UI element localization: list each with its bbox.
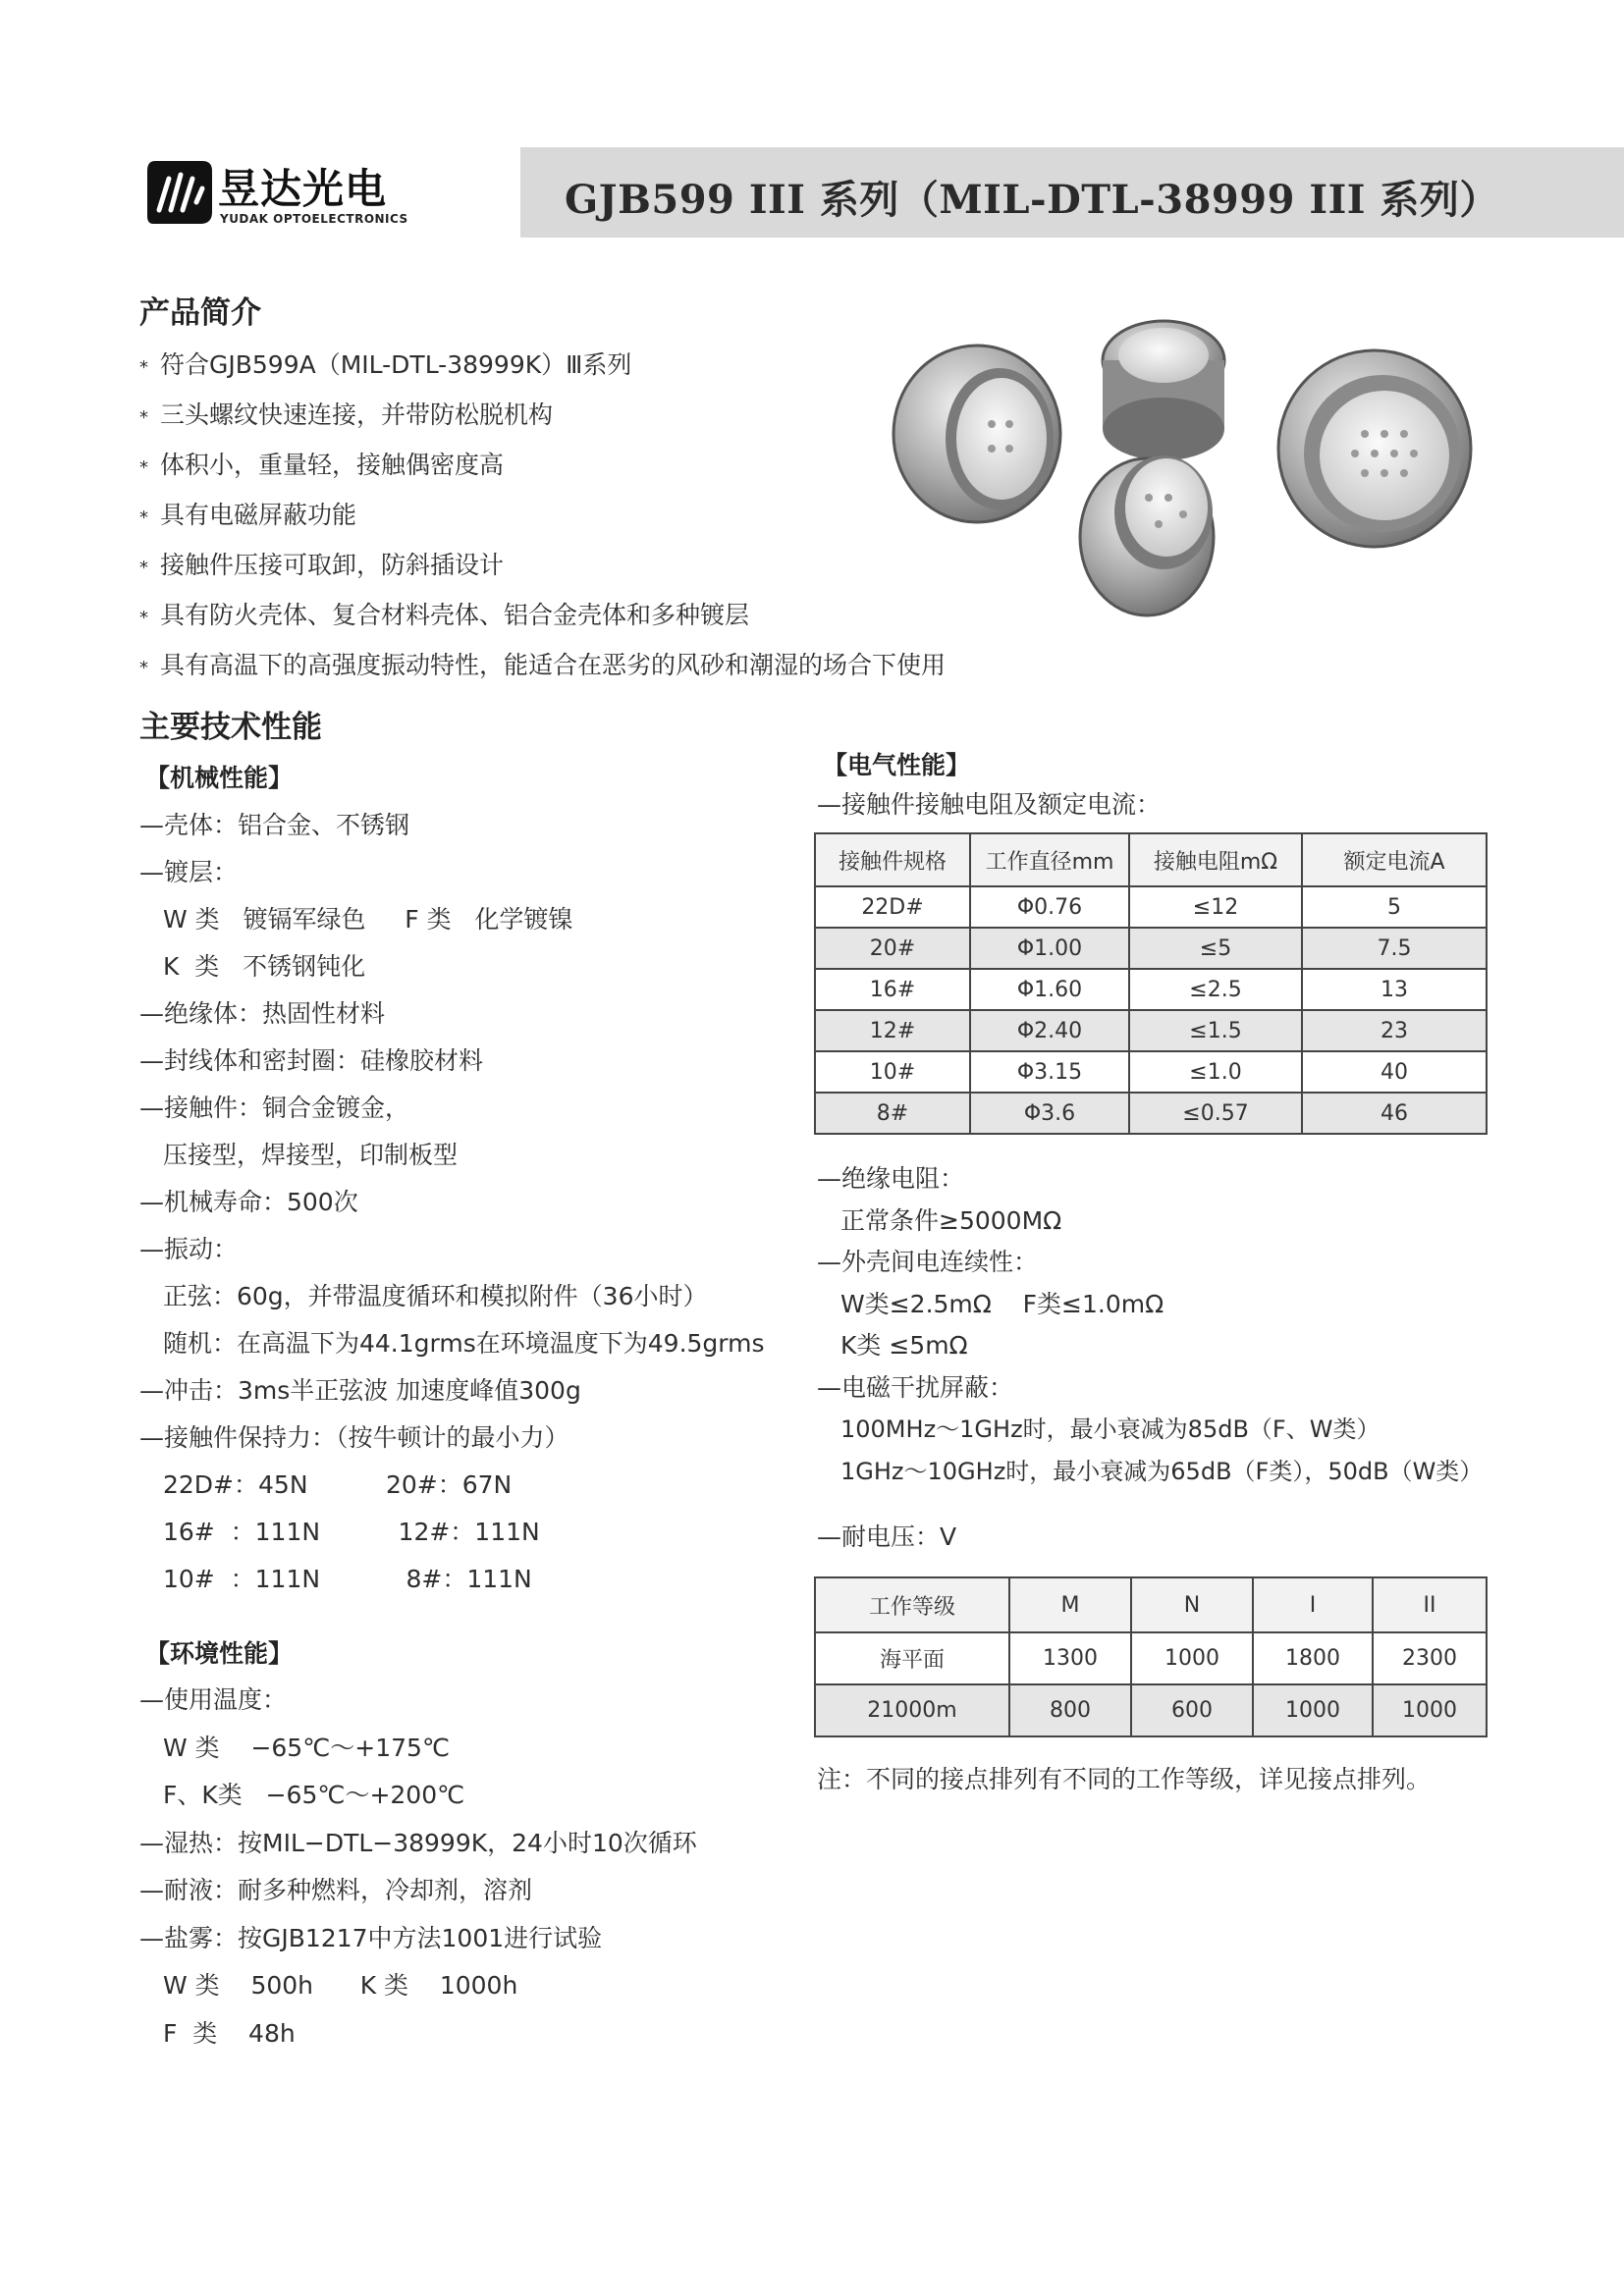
- table-row: [815, 1093, 1487, 1134]
- spec-line: F 类 48h: [163, 2018, 296, 2048]
- table-cell: 1800: [1253, 1632, 1373, 1684]
- table-cell: ≤2.5: [1129, 969, 1302, 1010]
- table-cell: 12#: [815, 1010, 970, 1051]
- spec-line: —振动：: [139, 1235, 239, 1263]
- table-cell: 8#: [815, 1093, 970, 1134]
- spec-line: F、K类 −65℃～+200℃: [163, 1781, 465, 1809]
- column-header: 额定电流A: [1302, 833, 1487, 886]
- table-cell: Φ1.60: [970, 969, 1129, 1010]
- intro-heading: 产品简介: [139, 295, 261, 331]
- spec-line: W类≤2.5mΩ F类≤1.0mΩ: [840, 1289, 1164, 1318]
- spec-line: 随机：在高温下为44.1grms在环境温度下为49.5grms: [163, 1329, 765, 1358]
- table-cell: 13: [1302, 969, 1487, 1010]
- spec-line: —盐雾：按GJB1217中方法1001进行试验: [139, 1923, 603, 1952]
- intro-bullet: * 接触件压接可取卸，防斜插设计: [139, 551, 505, 579]
- table-cell: 20#: [815, 928, 970, 969]
- tech-heading: 主要技术性能: [139, 710, 322, 745]
- spec-line: —接触件保持力：（按牛顿计的最小力）: [139, 1423, 569, 1452]
- table-cell: 1000: [1253, 1684, 1373, 1736]
- spec-line: 正弦：60g，并带温度循环和模拟附件（36小时）: [163, 1282, 708, 1310]
- electrical-heading: 【电气性能】: [823, 751, 971, 779]
- brand-name-english: YUDAK OPTOELECTRONICS: [220, 212, 408, 226]
- connector-product-image: [884, 306, 1473, 630]
- table-cell: 2300: [1373, 1632, 1487, 1684]
- spec-line: —接触件：铜合金镀金，: [139, 1094, 410, 1122]
- mechanical-heading: 【机械性能】: [145, 764, 294, 792]
- spec-line: K类 ≤5mΩ: [840, 1331, 968, 1360]
- spec-line: 压接型，焊接型，印制板型: [163, 1141, 459, 1169]
- table-header-row: [815, 1577, 1487, 1632]
- brand-name: 昱达光电: [218, 165, 388, 213]
- spec-line: K 类 不锈钢钝化: [163, 952, 366, 981]
- table-cell: 1000: [1373, 1684, 1487, 1736]
- spec-line: —机械寿命：500次: [139, 1188, 358, 1216]
- spec-line: 22D#：45N 20#：67N: [163, 1470, 513, 1499]
- table-cell: Φ0.76: [970, 886, 1129, 928]
- table-row: [815, 1010, 1487, 1051]
- table-cell: ≤0.57: [1129, 1093, 1302, 1134]
- table-cell: 23: [1302, 1010, 1487, 1051]
- intro-bullet: * 具有防火壳体、复合材料壳体、铝合金壳体和多种镀层: [139, 601, 750, 629]
- table-cell: 800: [1009, 1684, 1131, 1736]
- spec-line: —耐液：耐多种燃料，冷却剂，溶剂: [139, 1876, 533, 1904]
- table-cell: ≤5: [1129, 928, 1302, 969]
- environment-heading: 【环境性能】: [145, 1639, 294, 1668]
- table-cell: 46: [1302, 1093, 1487, 1134]
- spec-line: —壳体：铝合金、不锈钢: [139, 811, 410, 839]
- table-row: [815, 1632, 1487, 1684]
- column-header: II: [1373, 1577, 1487, 1632]
- table-cell: 21000m: [815, 1684, 1009, 1736]
- table-cell: 1300: [1009, 1632, 1131, 1684]
- table-cell: 10#: [815, 1051, 970, 1093]
- intro-bullet-list: [139, 342, 946, 692]
- footnote: 注：不同的接点排列有不同的工作等级，详见接点排列。: [817, 1765, 1432, 1793]
- spec-line: —电磁干扰屏蔽：: [817, 1372, 1014, 1402]
- column-header: 工作直径mm: [970, 833, 1129, 886]
- spec-line: 16# ：111N 12#：111N: [163, 1518, 540, 1546]
- column-header: I: [1253, 1577, 1373, 1632]
- spec-line: W 类 −65℃～+175℃: [163, 1733, 451, 1762]
- voltage-table-title: —耐电压：V: [817, 1522, 957, 1551]
- column-header: 工作等级: [815, 1577, 1009, 1632]
- intro-bullet: * 三头螺纹快速连接，并带防松脱机构: [139, 400, 554, 429]
- spec-line: W 类 镀镉军绿色 F 类 化学镀镍: [163, 905, 573, 934]
- spec-line: 100MHz～1GHz时，最小衰减为85dB（F、W类）: [840, 1415, 1380, 1443]
- table-cell: 海平面: [815, 1632, 1009, 1684]
- table-header-row: [815, 833, 1487, 886]
- table-cell: 40: [1302, 1051, 1487, 1093]
- electrical-spec-list: [817, 1158, 1483, 1492]
- spec-line: —绝缘体：热固性材料: [139, 999, 386, 1028]
- table-row: [815, 886, 1487, 928]
- table-cell: ≤1.0: [1129, 1051, 1302, 1093]
- column-header: M: [1009, 1577, 1131, 1632]
- table-cell: 1000: [1131, 1632, 1253, 1684]
- spec-line: —湿热：按MIL−DTL−38999K，24小时10次循环: [139, 1828, 697, 1857]
- table-cell: ≤1.5: [1129, 1010, 1302, 1051]
- spec-line: —封线体和密封圈：硅橡胶材料: [139, 1046, 484, 1075]
- table-row: [815, 928, 1487, 969]
- spec-line: —外壳间电连续性：: [817, 1248, 1039, 1276]
- column-header: N: [1131, 1577, 1253, 1632]
- table-cell: Φ3.15: [970, 1051, 1129, 1093]
- intro-bullet: * 体积小，重量轻，接触偶密度高: [139, 451, 505, 479]
- table-cell: 22D#: [815, 886, 970, 928]
- table-cell: 5: [1302, 886, 1487, 928]
- environment-spec-list: [139, 1677, 697, 2057]
- spec-line: 10# ：111N 8#：111N: [163, 1565, 532, 1593]
- table-row: [815, 969, 1487, 1010]
- spec-line: W 类 500h K 类 1000h: [163, 1971, 518, 2000]
- column-header: 接触电阻mΩ: [1129, 833, 1302, 886]
- spec-line: —镀层：: [139, 858, 239, 886]
- page-title: GJB599 III 系列（MIL-DTL-38999 III 系列）: [565, 177, 1499, 223]
- spec-line: 正常条件≥5000MΩ: [840, 1205, 1062, 1235]
- table-cell: Φ3.6: [970, 1093, 1129, 1134]
- table-cell: 16#: [815, 969, 970, 1010]
- contact-table-title: —接触件接触电阻及额定电流：: [817, 790, 1162, 819]
- intro-bullet: * 具有电磁屏蔽功能: [139, 501, 357, 529]
- table-row: [815, 1051, 1487, 1093]
- table-cell: ≤12: [1129, 886, 1302, 928]
- table-cell: 7.5: [1302, 928, 1487, 969]
- spec-line: 1GHz～10GHz时，最小衰减为65dB（F类），50dB（W类）: [840, 1457, 1484, 1485]
- spec-line: —绝缘电阻：: [817, 1164, 965, 1193]
- spec-line: —冲击：3ms半正弦波 加速度峰值300g: [139, 1376, 581, 1405]
- table-cell: Φ1.00: [970, 928, 1129, 969]
- table-cell: 600: [1131, 1684, 1253, 1736]
- column-header: 接触件规格: [815, 833, 970, 886]
- contact-spec-table: [814, 832, 1488, 1135]
- intro-bullet: * 具有高温下的高强度振动特性，能适合在恶劣的风砂和潮湿的场合下使用: [139, 651, 947, 679]
- brand-logo-icon: [143, 155, 216, 230]
- table-row: [815, 1684, 1487, 1736]
- spec-line: —使用温度：: [139, 1685, 288, 1714]
- mechanical-spec-list: [139, 802, 765, 1603]
- voltage-spec-table: [814, 1576, 1488, 1737]
- table-cell: Φ2.40: [970, 1010, 1129, 1051]
- intro-bullet: * 符合GJB599A（MIL-DTL-38999K）Ⅲ系列: [139, 350, 632, 379]
